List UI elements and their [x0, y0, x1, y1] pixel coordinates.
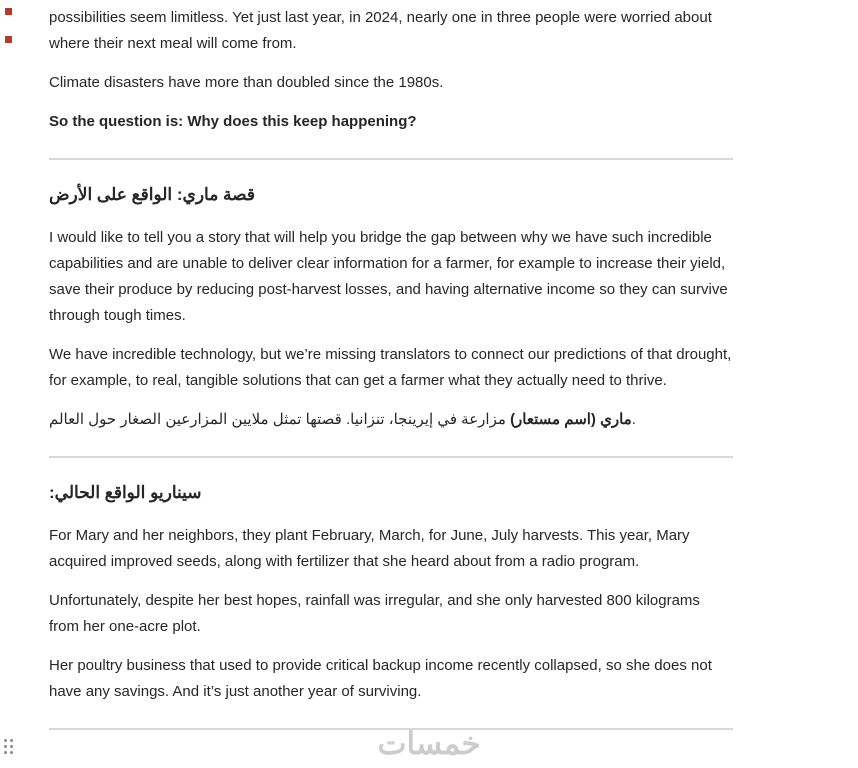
- paragraph-harvest-failure: Unfortunately, despite her best hopes, rainfall was irregular, and she only harvested 800 kilograms from her one-acre plot.: [49, 592, 700, 635]
- paragraph-key-question: So the question is: Why does this keep happening?: [49, 113, 417, 130]
- heading-current-scenario: سيناريو الواقع الحالي:: [49, 483, 202, 502]
- paragraph-climate-disasters: Climate disasters have more than doubled since the 1980s.: [49, 74, 444, 91]
- mary-name-bold: ماري (اسم مستعار): [510, 411, 632, 428]
- section-divider: [49, 456, 733, 458]
- paragraph-planting-season: For Mary and her neighbors, they plant February, March, for June, July harvests. This year, Mary acquired improved seeds, along with fertilizer that she heard about from a radio program.: [49, 527, 690, 570]
- mary-intro-rest: مزارعة في إيرينجا، تنزانيا. قصتها تمثل ملايين المزارعين الصغار حول العالم.: [49, 411, 636, 428]
- revision-marker: [5, 8, 12, 15]
- paragraph-poultry-collapse: Her poultry business that used to provide critical backup income recently collapsed, so she does not have any savings. And it’s just another year of surviving.: [49, 657, 712, 700]
- drag-handle-icon[interactable]: [4, 739, 20, 756]
- paragraph-hunger-stat: possibilities seem limitless. Yet just last year, in 2024, nearly one in three people were worried about where their next meal will come from.: [49, 9, 712, 52]
- paragraph-missing-translators: We have incredible technology, but we’re missing translators to connect our predictions of that drought, for example, to real, tangible solutions that can get a farmer what they actually need to thrive.: [49, 346, 732, 389]
- document-content: [49, 5, 733, 752]
- paragraph-mary-intro: [49, 407, 733, 433]
- revision-marker: [5, 36, 12, 43]
- watermark-khamsat: خمسات: [377, 726, 481, 761]
- paragraph-story-intro: I would like to tell you a story that will help you bridge the gap between why we have such incredible capabilities and are unable to deliver clear information for a farmer, for example to increase their yield, save their produce by reducing post-harvest losses, and having alternative income so they can survive through tough times.: [49, 229, 728, 324]
- heading-mary-story: قصة ماري: الواقع على الأرض: [49, 185, 256, 204]
- section-divider: [49, 158, 733, 160]
